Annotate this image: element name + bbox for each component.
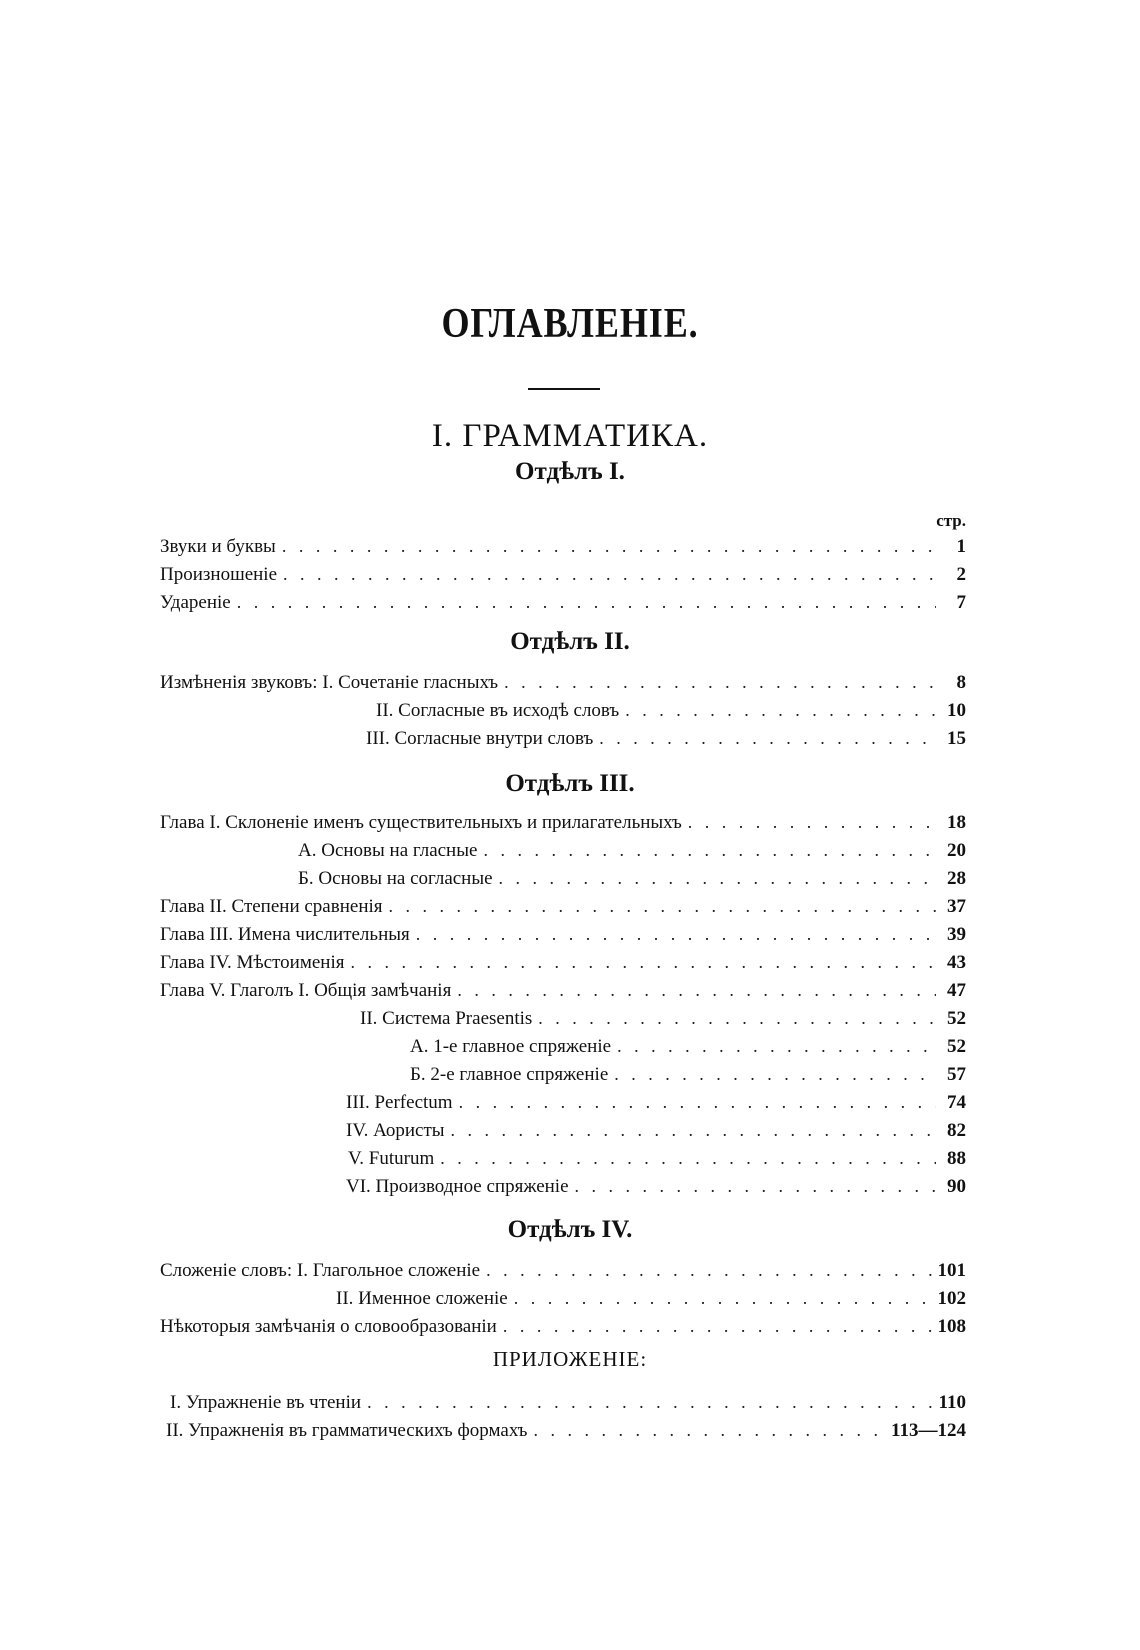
toc-entry-page: 20 [947,840,966,861]
leader-dots [614,1060,936,1088]
leader-dots [457,976,936,1004]
section-heading: Отдѣлъ IV. [507,1216,633,1243]
toc-entry[interactable] [170,1388,966,1416]
toc-entry-page: 102 [937,1288,966,1309]
toc-entry-label: Б. Основы на согласные [298,868,493,889]
toc-entry-label: Звуки и буквы [160,536,276,557]
toc-entry-label: Удареніе [160,592,231,613]
toc-entry-page: 74 [947,1092,966,1113]
section-heading: Отдѣлъ I. [515,458,625,485]
leader-dots [625,696,936,724]
leader-dots [389,892,937,920]
leader-dots [451,1116,936,1144]
leader-dots [416,920,936,948]
leader-dots [459,1088,936,1116]
toc-entry[interactable] [160,588,966,616]
toc-entry[interactable] [160,948,966,976]
toc-entry[interactable] [366,724,966,752]
toc-entry-page: 8 [956,672,966,693]
toc-entry-label: Нѣкоторыя замѣчанія о словообразованіи [160,1316,497,1337]
toc-entry-label: II. Система Praesentis [360,1008,533,1029]
leader-dots [237,588,936,616]
toc-entry[interactable] [336,1284,966,1312]
toc-entry-label: III. Perfectum [346,1092,453,1113]
toc-entry[interactable] [298,836,966,864]
toc-entry-label: Сложеніе словъ: I. Глагольное сложеніе [160,1260,481,1281]
toc-entry-page: 88 [947,1148,966,1169]
toc-entry-page: 101 [937,1260,966,1281]
leader-dots [688,808,936,836]
toc-entry[interactable] [346,1088,966,1116]
leader-dots [483,836,936,864]
toc-entry[interactable] [160,1256,966,1284]
toc-entry[interactable] [160,920,966,948]
leader-dots [538,1004,936,1032]
toc-entry[interactable] [376,696,966,724]
leader-dots [486,1256,931,1284]
toc-entry-label: V. Futurum [348,1148,435,1169]
title-divider [528,388,600,390]
toc-entry[interactable] [410,1032,966,1060]
toc-entry[interactable] [160,808,966,836]
toc-entry-page: 43 [947,952,966,973]
toc-entry-label: Глава V. Глаголъ I. Общія замѣчанія [160,980,452,1001]
toc-entry[interactable] [346,1172,966,1200]
toc-entry-page: 90 [947,1176,966,1197]
leader-dots [350,948,936,976]
toc-entry-label: Глава II. Степени сравненія [160,896,383,917]
toc-entry[interactable] [160,668,966,696]
leader-dots [504,668,936,696]
section-heading: Отдѣлъ III. [505,770,635,797]
toc-entry-page: 110 [938,1392,966,1413]
toc-entry-label: А. 1-е главное спряженіе [410,1036,612,1057]
toc-entry[interactable] [160,532,966,560]
leader-dots [617,1032,936,1060]
page-column-label: стр. [936,511,966,530]
leader-dots [499,864,936,892]
toc-entry-page: 52 [947,1008,966,1029]
toc-entry-page: 47 [947,980,966,1001]
part-title: I. ГРАММАТИКА. [431,418,709,454]
toc-entry-label: А. Основы на гласные [298,840,478,861]
toc-entry-label: II. Упражненія въ грамматическихъ формахъ [166,1420,528,1441]
toc-entry[interactable] [160,892,966,920]
toc-entry-page: 52 [947,1036,966,1057]
toc-entry-label: Б. 2-е главное спряженіе [410,1064,609,1085]
toc-entry-page: 18 [947,812,966,833]
toc-entry-page: 7 [956,592,966,613]
leader-dots [575,1172,936,1200]
toc-entry-page: 39 [947,924,966,945]
toc-entry[interactable] [160,1312,966,1340]
toc-entry-page: 28 [947,868,966,889]
toc-entry-page: 57 [947,1064,966,1085]
toc-entry-label: Глава IV. Мѣстоименія [160,952,345,973]
leader-dots [367,1388,932,1416]
toc-entry[interactable] [346,1116,966,1144]
leader-dots [533,1416,885,1444]
toc-entry-label: III. Согласные внутри словъ [366,728,594,749]
toc-entry-label: I. Упражненіе въ чтеніи [170,1392,362,1413]
section-heading: Отдѣлъ II. [510,628,630,655]
toc-entry-page: 15 [947,728,966,749]
toc-entry-page: 82 [947,1120,966,1141]
toc-entry-page: 113—124 [891,1420,966,1441]
toc-entry-label: II. Согласные въ исходѣ словъ [376,700,620,721]
toc-entry-page: 108 [937,1316,966,1337]
leader-dots [503,1312,932,1340]
toc-entry-page: 1 [956,536,966,557]
leader-dots [283,560,936,588]
toc-entry-page: 37 [947,896,966,917]
toc-entry[interactable] [160,560,966,588]
toc-entry-label: IV. Аористы [346,1120,445,1141]
leader-dots [282,532,936,560]
toc-entry-label: II. Именное сложеніе [336,1288,508,1309]
leader-dots [514,1284,932,1312]
toc-entry-label: VI. Производное спряженіе [346,1176,569,1197]
toc-entry[interactable] [166,1416,966,1444]
toc-entry-label: Глава I. Склоненіе именъ существительныхъ и прилагательныхъ [160,812,682,833]
toc-entry[interactable] [298,864,966,892]
leader-dots [440,1144,936,1172]
page-title: ОГЛАВЛЕНІЕ. [441,301,699,347]
toc-entry[interactable] [348,1144,966,1172]
toc-entry[interactable] [160,976,966,1004]
toc-entry-label: Глава III. Имена числительныя [160,924,410,945]
toc-entry-label: Измѣненія звуковъ: I. Сочетаніе гласныхъ [160,672,499,693]
leader-dots [599,724,936,752]
toc-entry[interactable] [410,1060,966,1088]
toc-entry[interactable] [360,1004,966,1032]
toc-entry-page: 2 [956,564,966,585]
appendix-heading: ПРИЛОЖЕНІЕ: [492,1347,648,1371]
toc-entry-label: Произношеніе [160,564,278,585]
toc-entry-page: 10 [947,700,966,721]
